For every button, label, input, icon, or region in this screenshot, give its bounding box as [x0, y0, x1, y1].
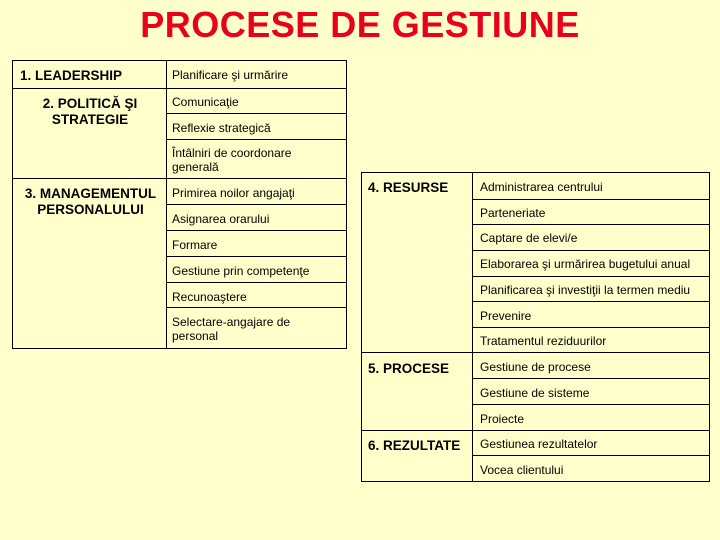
right-table-row-divider: [472, 276, 710, 277]
right-table-row-divider: [472, 378, 710, 379]
process-item: Vocea clientului: [480, 463, 564, 477]
left-table-row-divider: [166, 256, 347, 257]
left-table-row-divider: [12, 88, 347, 89]
left-table-row-divider: [166, 307, 347, 308]
process-item: Prevenire: [480, 309, 532, 323]
process-item: Gestiune prin competenţe: [172, 264, 310, 278]
process-item: Proiecte: [480, 412, 525, 426]
right-table-row-divider: [361, 352, 710, 353]
right-table-row-divider: [472, 250, 710, 251]
right-table-row-divider: [472, 327, 710, 328]
process-item: Parteneriate: [480, 206, 546, 220]
left-table-row-divider: [166, 139, 347, 140]
process-item: Asignarea orarului: [172, 212, 270, 226]
process-item: Primirea noilor angajaţi: [172, 186, 295, 200]
process-item: Tratamentul reziduurilor: [480, 334, 607, 348]
process-item: Selectare-angajare de personal: [172, 315, 291, 343]
process-item: Captare de elevi/e: [480, 231, 578, 245]
process-item: Întâlniri de coordonare generală: [172, 146, 292, 174]
right-table-row-divider: [472, 404, 710, 405]
left-table-row-divider: [166, 113, 347, 114]
left-table-row-divider: [166, 230, 347, 231]
right-table-top-border: [361, 172, 710, 173]
process-item: Elaborarea şi urmărirea bugetului anual: [480, 257, 691, 271]
left-table-row-divider: [12, 178, 347, 179]
category-management-personal: 3. MANAGEMENTUL PERSONALULUI: [24, 186, 157, 217]
right-table-bottom-border: [361, 481, 710, 482]
right-table-row-divider: [472, 301, 710, 302]
category-leadership: 1. LEADERSHIP: [20, 68, 123, 83]
process-item: Planificarea şi investiţii la termen mediu: [480, 283, 691, 297]
category-procese: 5. PROCESE: [368, 361, 450, 376]
process-item: Gestiune de sisteme: [480, 386, 590, 400]
left-table-row-divider: [166, 204, 347, 205]
left-table-bottom-border: [12, 348, 347, 349]
left-table-row-divider: [166, 282, 347, 283]
right-table-row-divider: [472, 199, 710, 200]
category-resurse: 4. RESURSE: [368, 180, 449, 195]
process-item: Reflexie strategică: [172, 121, 271, 135]
left-table-top-border: [12, 60, 347, 61]
process-item: Comunicaţie: [172, 95, 239, 109]
right-table-row-divider: [361, 430, 710, 431]
page-title: PROCESE DE GESTIUNE: [140, 4, 580, 45]
process-item: Recunoaştere: [172, 290, 247, 304]
process-item: Formare: [172, 238, 218, 252]
process-item: Administrarea centrului: [480, 180, 603, 194]
process-item: Gestiunea rezultatelor: [480, 437, 598, 451]
process-item: Planificare şi urmărire: [172, 68, 289, 82]
category-rezultate: 6. REZULTATE: [368, 438, 461, 453]
right-table-row-divider: [472, 455, 710, 456]
right-table-left-border: [361, 172, 362, 482]
right-table-row-divider: [472, 224, 710, 225]
process-item: Gestiune de procese: [480, 360, 591, 374]
category-politica-strategie: 2. POLITICĂ ŞI STRATEGIE: [42, 96, 138, 127]
left-table-left-border: [12, 60, 13, 349]
